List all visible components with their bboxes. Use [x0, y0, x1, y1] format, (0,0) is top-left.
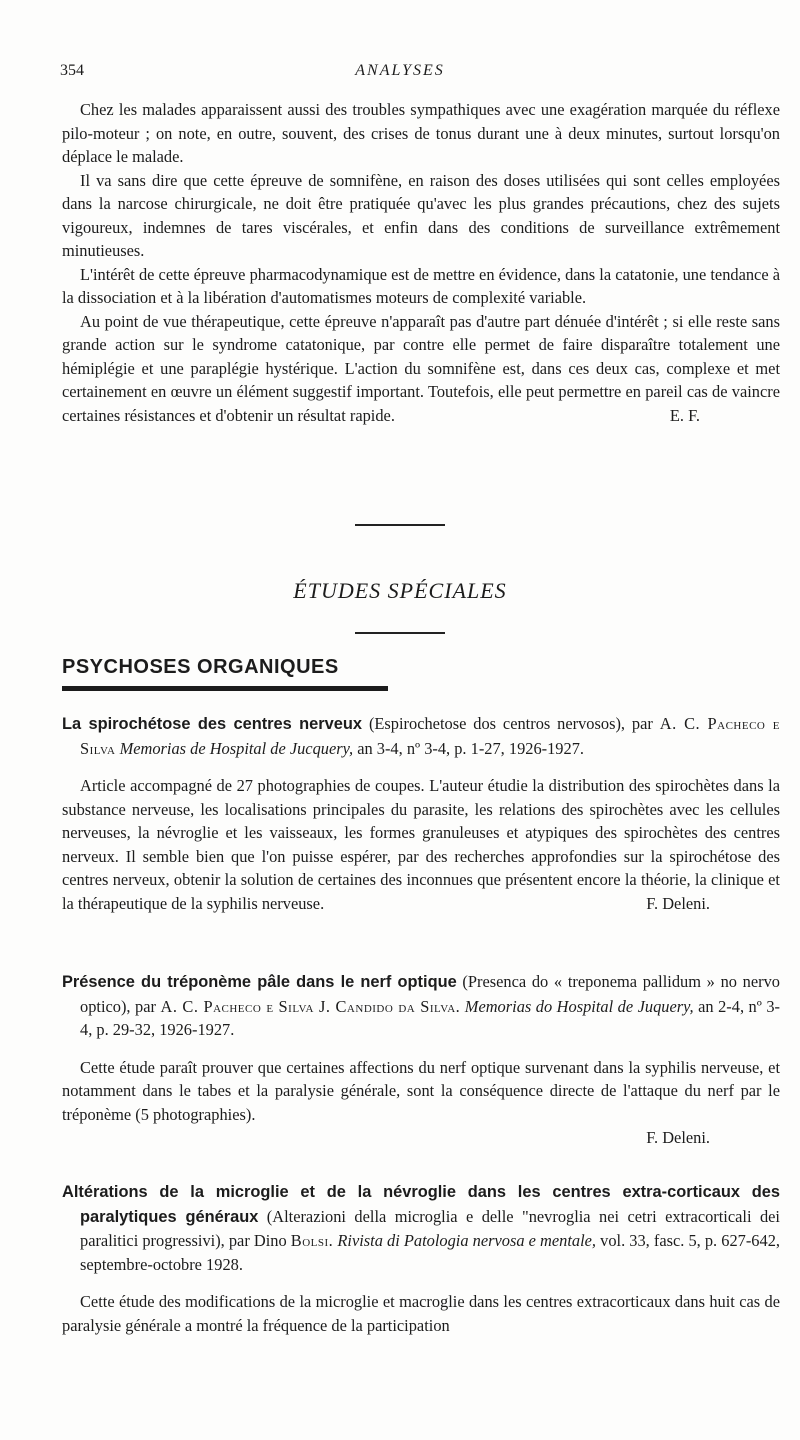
signature: F. Deleni.	[646, 893, 710, 913]
entry-title: Présence du tréponème pâle dans le nerf optique	[62, 973, 457, 991]
entry-reference	[62, 712, 780, 760]
divider	[355, 632, 445, 634]
authors: A. C. Pacheco e Silva	[80, 714, 780, 758]
publication-details: an 3-4, nº 3-4, p. 1-27, 1926-1927.	[353, 738, 584, 758]
original-title: (Alterazioni della microglia e delle "nevroglia nei cetri extracorticali dei paralitici progressivi), par Dino	[80, 1206, 780, 1250]
page-number: 354	[60, 62, 84, 79]
page-header	[0, 62, 800, 86]
section-title: ÉTUDES SPÉCIALES	[293, 578, 507, 603]
authors: A. C. Pacheco e Silva J. Candido da Silva.	[160, 996, 461, 1016]
entry	[62, 712, 780, 915]
divider	[355, 524, 445, 526]
publication-details: an 2-4, nº 3-4, p. 29-32, 1926-1927.	[80, 996, 780, 1039]
entry-body: Cette étude des modifications de la microglie et macroglie dans les centres extracorticaux dans huit cas de paralysie générale a montré la fréquence de la participation	[62, 1292, 780, 1335]
signature: F. Deleni.	[646, 1128, 710, 1147]
entry-body: Article accompagné de 27 photographies de coupes. L'auteur étudie la distribution des spirochètes dans la substance nerveuse, les localisations principales du parasite, les relations des spirochètes avec les cellules nerveuses, la névroglie et les vaisseaux, les formes granuleuses et atypiques des spirochètes des centres nerveux. Il semble bien que l'on puisse espérer, par des recherches approfondies sur la spirochétose des centres nerveux, obtenir la solution de certaines des inconnues que présentent encore la théorie, la clinique et la thérapeutique de la syphilis nerveuse.	[62, 776, 780, 913]
paragraph: Il va sans dire que cette épreuve de somnifène, en raison des doses utilisées qui sont celles employées dans la narcose chirurgicale, ne doit être pratiquée qu'avec les plus grandes précautions, chez des sujets vigoureux, indemnes de tares viscérales, et enfin dans des conditions de surveillance extrêmement minutieuses.	[62, 170, 780, 260]
entry-reference	[62, 970, 780, 1042]
original-title: (Espirochetose dos centros nervosos), par	[368, 714, 660, 733]
original-title: (Presenca do « treponema pallidum » no nervo optico), par	[80, 972, 780, 1016]
signature: E. F.	[669, 405, 700, 425]
entry	[62, 970, 780, 1150]
journal: Rivista di Patologia nervosa e mentale,	[337, 1231, 597, 1250]
paragraph: Chez les malades apparaissent aussi des troubles sympathiques avec une exagération marquée du réflexe pilo-moteur ; on note, en outre, souvent, des crises de tonus durant une à deux minutes, surtout lorsqu'on déplace le malade.	[62, 100, 780, 166]
rubric-underline	[62, 686, 388, 691]
journal: Memorias de Hospital de Jucquery,	[119, 738, 354, 758]
journal: Memorias do Hospital de Juquery,	[464, 996, 694, 1016]
publication-details: vol. 33, fasc. 5, p. 627-642, septembre-octobre 1928.	[80, 1231, 780, 1274]
entry	[62, 1180, 780, 1337]
paragraph: Au point de vue thérapeutique, cette épreuve n'apparaît pas d'autre part dénuée d'intérêt ; si elle reste sans grande action sur le syndrome catatonique, par contre elle permet de faire disparaître totalement une hémiplégie et une paraplégie hystérique. L'action du somnifène est, dans ces deux cas, complexe et met certainement en œuvre un élément suggestif important. Toutefois, elle peut permettre en pareil cas de vaincre certaines résistances et d'obtenir un résultat rapide.	[62, 311, 780, 425]
rubric-title: PSYCHOSES ORGANIQUES	[62, 656, 339, 678]
entry-title: Altérations de la microglie et de la névroglie dans les centres extra-corticaux des paralytiques généraux	[62, 1183, 780, 1226]
previous-article	[62, 98, 780, 427]
entry-title: La spirochétose des centres nerveux	[62, 715, 363, 733]
entry-body: Cette étude paraît prouver que certaines affections du nerf optique survenant dans la syphilis nerveuse, et notamment dans le tabes et la paralysie générale, sont la conséquence directe de l'attaque du nerf par le tréponème (5 photographies).	[62, 1057, 780, 1124]
entry-reference	[62, 1180, 780, 1276]
paragraph: L'intérêt de cette épreuve pharmacodynamique est de mettre en évidence, dans la catatonie, une tendance à la dissociation et à la libération d'automatismes moteurs de complexité variable.	[62, 264, 780, 307]
authors: Bolsi.	[290, 1231, 334, 1250]
running-title: ANALYSES	[355, 62, 445, 79]
